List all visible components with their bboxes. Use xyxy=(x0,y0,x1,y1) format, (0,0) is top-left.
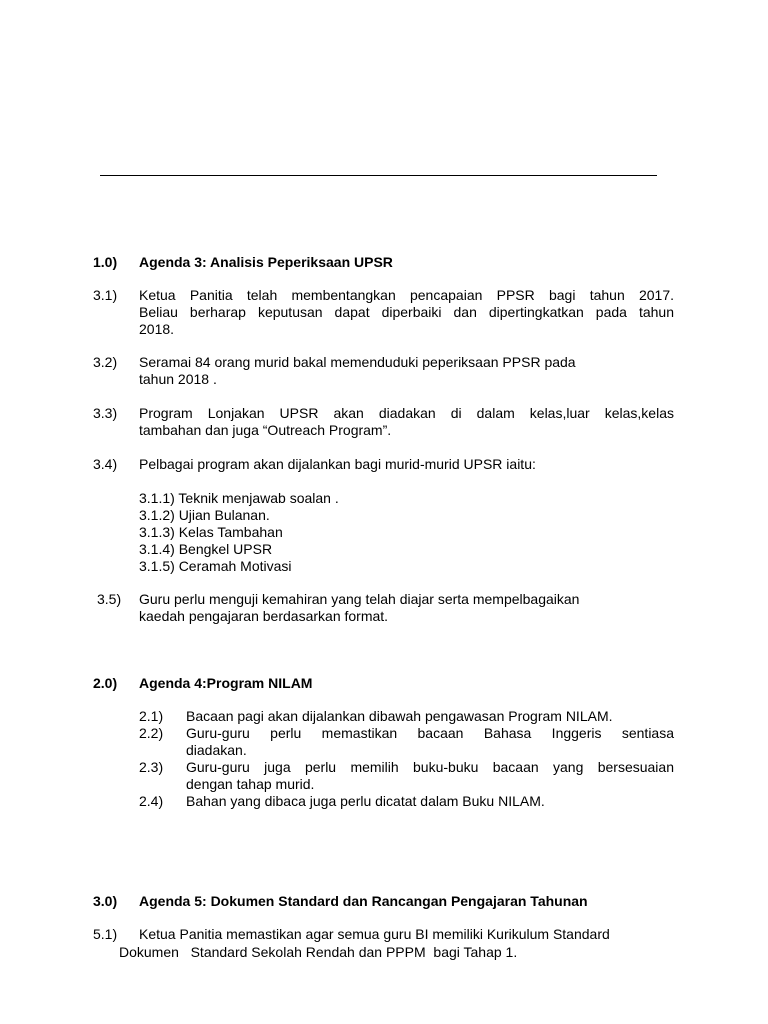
item-line: kaedah pengajaran berdasarkan format. xyxy=(139,608,389,624)
item-line: Dokumen Standard Sekolah Rendah dan PPPM bagi Tahap 1. xyxy=(119,944,518,960)
item-number: 2.4) xyxy=(139,793,164,809)
item-number: 3.3) xyxy=(93,405,118,421)
sub-list-item: 3.1.1) Teknik menjawab soalan . xyxy=(139,490,339,506)
item-number: 3.2) xyxy=(93,354,118,370)
section-title: Agenda 3: Analisis Peperiksaan UPSR xyxy=(139,254,393,270)
item-number: 2.3) xyxy=(139,759,164,775)
sub-list-item: 3.1.4) Bengkel UPSR xyxy=(139,541,273,557)
item-line: Ketua Panitia memastikan agar semua guru BI memiliki Kurikulum Standard xyxy=(139,926,610,942)
item-line: Guru-guru perlu memastikan bacaan Bahasa Inggeris sentiasa xyxy=(186,725,674,741)
section-number: 2.0) xyxy=(93,675,118,691)
item-number: 3.5) xyxy=(97,591,122,607)
item-line: tambahan dan juga “Outreach Program”. xyxy=(139,422,392,438)
item-number: 2.2) xyxy=(139,725,164,741)
item-text xyxy=(186,725,674,759)
item-number: 5.1) xyxy=(93,926,118,942)
item-line: Guru perlu menguji kemahiran yang telah diajar serta mempelbagaikan xyxy=(139,591,580,607)
item-number: 3.4) xyxy=(93,456,118,472)
item-line: Bacaan pagi akan dijalankan dibawah pengawasan Program NILAM. xyxy=(186,708,613,724)
sub-list-item: 3.1.2) Ujian Bulanan. xyxy=(139,507,270,523)
item-line: diadakan. xyxy=(186,742,247,758)
item-line: 2018. xyxy=(139,321,175,337)
item-line: Pelbagai program akan dijalankan bagi murid-murid UPSR iaitu: xyxy=(139,456,536,472)
section-number: 1.0) xyxy=(93,254,118,270)
section-number: 3.0) xyxy=(93,893,118,909)
item-line: tahun 2018 . xyxy=(139,371,217,387)
item-line: Seramai 84 orang murid bakal memenduduki peperiksaan PPSR pada xyxy=(139,354,576,370)
item-line: Beliau berharap keputusan dapat diperbaiki dan dipertingkatkan pada tahun xyxy=(139,304,674,320)
section-title: Agenda 5: Dokumen Standard dan Rancangan Pengajaran Tahunan xyxy=(139,893,588,909)
item-number: 3.1) xyxy=(93,287,118,303)
item-number: 2.1) xyxy=(139,708,164,724)
item-text xyxy=(186,759,674,793)
item-line: Ketua Panitia telah membentangkan pencapaian PPSR bagi tahun 2017. xyxy=(139,287,674,303)
item-text xyxy=(139,405,674,439)
sub-list-item: 3.1.3) Kelas Tambahan xyxy=(139,524,283,540)
horizontal-rule xyxy=(100,175,657,176)
item-text xyxy=(139,287,674,338)
item-line: Program Lonjakan UPSR akan diadakan di dalam kelas,luar kelas,kelas xyxy=(139,405,674,421)
item-line: Guru-guru juga perlu memilih buku-buku bacaan yang bersesuaian xyxy=(186,759,674,775)
item-line: Bahan yang dibaca juga perlu dicatat dalam Buku NILAM. xyxy=(186,793,545,809)
sub-list-item: 3.1.5) Ceramah Motivasi xyxy=(139,558,292,574)
item-line: dengan tahap murid. xyxy=(186,776,315,792)
section-title: Agenda 4:Program NILAM xyxy=(139,675,313,691)
